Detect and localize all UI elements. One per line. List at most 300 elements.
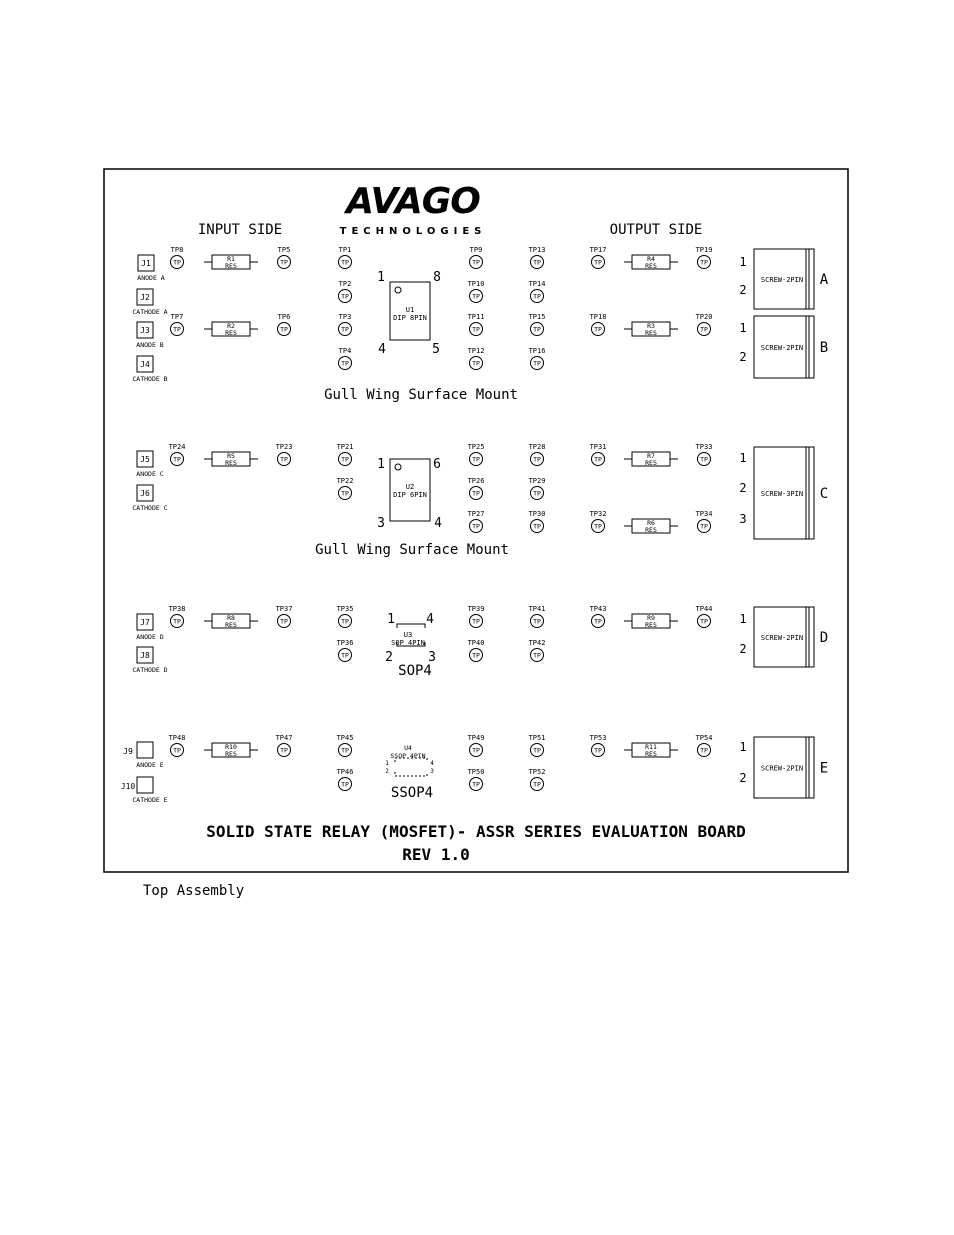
testpoint-mark: TP [700,746,708,755]
testpoint-tp48 [169,734,186,757]
terminal-pin-number: 1 [739,451,747,465]
ic-ref: U3 [403,631,413,639]
testpoint-mark: TP [341,746,349,755]
testpoint-mark: TP [280,258,288,267]
resistor-r1 [204,255,258,270]
ic-pin-number: 4 [378,342,386,357]
testpoint-tp4 [339,347,352,370]
connector-j5 [136,451,163,478]
terminal-label: SCREW-2PIN [760,276,804,284]
testpoint-tp54 [696,734,713,757]
resistor-r8 [204,614,258,629]
testpoint-ref: TP7 [170,313,184,321]
ic-u4 [385,744,434,776]
testpoint-mark: TP [472,617,480,626]
testpoint-tp27 [468,510,485,533]
connector-j1 [137,255,164,282]
testpoint-ref: TP45 [336,734,354,742]
testpoint-mark: TP [280,455,288,464]
terminal-letter: B [819,340,829,356]
testpoint-mark: TP [533,359,541,368]
testpoint-ref: TP8 [170,246,184,254]
testpoint-mark: TP [700,522,708,531]
testpoint-ref: TP29 [528,477,546,485]
testpoint-mark: TP [472,455,480,464]
resistor-ref: R11 [645,743,657,751]
ic-ref: U4 [404,744,412,752]
testpoint-mark: TP [533,651,541,660]
testpoint-mark: TP [341,325,349,334]
resistor-type: RES [645,526,657,534]
section-label-2: Gull Wing Surface Mount [315,542,509,558]
connector-label: CATHODE A [132,308,168,316]
connector-j4 [132,356,167,383]
testpoint-ref: TP27 [467,510,485,518]
connector-label: CATHODE B [132,375,168,383]
testpoint-ref: TP21 [336,443,354,451]
testpoint-ref: TP4 [338,347,352,355]
testpoint-mark: TP [594,455,602,464]
testpoint-tp22 [337,477,354,500]
testpoint-tp2 [339,280,352,303]
testpoint-ref: TP39 [467,605,485,613]
testpoint-tp15 [529,313,546,336]
testpoint-tp12 [468,347,485,370]
testpoint-mark: TP [533,489,541,498]
resistor-r7 [624,452,678,467]
testpoint-ref: TP1 [338,246,352,254]
terminal-pin-number: 1 [739,612,747,626]
testpoint-mark: TP [533,455,541,464]
resistor-type: RES [225,329,237,337]
resistor-r10 [204,743,258,758]
resistor-type: RES [645,750,657,758]
testpoint-tp11 [468,313,485,336]
pin1-marker [395,464,401,470]
testpoint-mark: TP [700,325,708,334]
testpoint-tp20 [696,313,713,336]
testpoint-mark: TP [173,325,181,334]
testpoint-ref: TP31 [589,443,607,451]
testpoint-ref: TP10 [467,280,485,288]
testpoint-mark: TP [173,258,181,267]
testpoint-ref: TP23 [275,443,293,451]
terminal-label: SCREW-3PIN [760,490,804,498]
ic-outline-top [397,624,425,628]
testpoint-mark: TP [341,292,349,301]
resistor-type: RES [225,262,237,270]
connector-j7 [136,614,163,641]
connector-label: CATHODE E [132,796,168,804]
ic-package: SSOP 4PIN [390,752,426,760]
testpoint-mark: TP [472,258,480,267]
connector-j6 [132,485,167,512]
figure-caption: Top Assembly [143,883,245,899]
terminal-letter: E [819,760,829,777]
terminal-letter: A [819,272,829,288]
ic-pin-number: 3 [428,650,436,665]
testpoint-ref: TP38 [168,605,186,613]
resistor-r5 [204,452,258,467]
testpoint-mark: TP [533,292,541,301]
testpoint-mark: TP [700,617,708,626]
terminal-label: SCREW-2PIN [760,764,804,773]
terminal-block-c [739,447,828,539]
testpoint-ref: TP53 [589,734,607,742]
ic-package: SOP 4PIN [391,639,425,647]
testpoint-tp23 [276,443,293,466]
testpoint-ref: TP30 [528,510,546,518]
terminal-block-a [739,249,828,309]
resistor-ref: R4 [647,255,655,263]
terminal-pin-number: 3 [739,512,747,526]
resistor-type: RES [645,329,657,337]
testpoint-ref: TP12 [467,347,485,355]
testpoint-tp9 [470,246,483,269]
testpoint-ref: TP43 [589,605,607,613]
testpoint-mark: TP [533,258,541,267]
ic-pin-number: 3 [430,768,434,775]
section-label-3: SOP4 [398,663,432,679]
connector-j8 [132,647,167,674]
testpoint-ref: TP52 [528,768,546,776]
testpoint-mark: TP [341,258,349,267]
testpoint-tp24 [169,443,186,466]
testpoint-ref: TP36 [336,639,354,647]
testpoint-mark: TP [341,455,349,464]
testpoint-tp49 [468,734,485,757]
testpoint-ref: TP17 [589,246,607,254]
testpoint-mark: TP [533,522,541,531]
testpoint-mark: TP [594,617,602,626]
testpoint-tp6 [278,313,291,336]
resistor-ref: R7 [647,452,655,460]
testpoint-tp26 [468,477,485,500]
testpoint-tp25 [468,443,485,466]
testpoint-ref: TP22 [336,477,354,485]
ic-pin-number: 1 [377,270,385,285]
testpoint-mark: TP [533,325,541,334]
resistor-type: RES [645,459,657,467]
testpoint-mark: TP [280,746,288,755]
ic-ref: U2 [405,483,415,491]
terminal-pin-number: 2 [739,642,747,656]
testpoint-ref: TP47 [275,734,293,742]
testpoint-ref: TP37 [275,605,293,613]
connector-j9 [123,742,164,769]
testpoint-tp5 [278,246,291,269]
testpoint-mark: TP [472,522,480,531]
testpoint-ref: TP24 [168,443,186,451]
terminal-block-e [739,737,828,798]
terminal-block-d [739,607,828,667]
connectors-layer [121,255,168,804]
testpoint-ref: TP25 [467,443,485,451]
testpoint-ref: TP9 [469,246,483,254]
testpoint-tp33 [696,443,713,466]
testpoint-ref: TP11 [467,313,485,321]
testpoint-ref: TP20 [695,313,713,321]
connector-label: CATHODE C [132,504,168,512]
ic-pin-number: 4 [434,516,442,531]
terminals-layer [739,249,828,798]
testpoint-ref: TP26 [467,477,485,485]
testpoint-ref: TP18 [589,313,607,321]
testpoint-tp30 [529,510,546,533]
logo-brand: AVAGO [346,181,480,222]
connector-pad [137,742,153,758]
testpoint-tp38 [169,605,186,628]
terminal-label: SCREW-2PIN [760,344,804,352]
ic-pin-number: 8 [433,270,441,285]
testpoint-mark: TP [594,746,602,755]
testpoint-mark: TP [280,617,288,626]
testpoint-ref: TP50 [467,768,485,776]
testpoint-tp45 [337,734,354,757]
testpoint-tp40 [468,639,485,662]
testpoint-ref: TP44 [695,605,713,613]
output-side-label: OUTPUT SIDE [609,222,703,238]
resistor-r2 [204,322,258,337]
connector-ref: J8 [140,651,150,660]
resistors-layer [204,255,678,758]
resistor-ref: R1 [227,255,235,263]
resistor-ref: R2 [227,322,235,330]
input-side-label: INPUT SIDE [197,222,283,238]
testpoint-ref: TP3 [338,313,352,321]
resistor-type: RES [645,621,657,629]
resistor-ref: R8 [227,614,235,622]
board-revision: REV 1.0 [402,845,470,864]
testpoint-tp39 [468,605,485,628]
connector-ref: J4 [140,360,150,369]
testpoint-tp19 [696,246,713,269]
testpoint-tp10 [468,280,485,303]
resistor-r3 [624,322,678,337]
ic-pin-number: 5 [432,342,440,357]
testpoint-ref: TP49 [467,734,485,742]
testpoint-ref: TP2 [338,280,352,288]
connector-ref: J6 [140,489,150,498]
resistor-ref: R9 [647,614,655,622]
connector-ref: J7 [140,618,150,627]
resistor-type: RES [225,459,237,467]
testpoint-mark: TP [341,780,349,789]
testpoint-mark: TP [341,651,349,660]
pin1-marker [395,287,401,293]
ic-package: DIP 6PIN [393,491,427,499]
testpoint-ref: TP42 [528,639,546,647]
testpoint-ref: TP15 [528,313,546,321]
testpoint-tp37 [276,605,293,628]
ic-pin-number: 6 [433,457,441,472]
terminal-block-b [739,316,828,378]
connector-ref: J9 [123,747,133,756]
testpoint-mark: TP [341,489,349,498]
testpoint-ref: TP35 [336,605,354,613]
testpoint-mark: TP [173,455,181,464]
testpoint-tp34 [696,510,713,533]
testpoint-mark: TP [533,780,541,789]
ic-pin-number: 4 [426,612,434,627]
testpoint-tp31 [590,443,607,466]
testpoint-mark: TP [594,258,602,267]
testpoint-mark: TP [341,359,349,368]
testpoint-tp7 [171,313,184,336]
ic-pin-number: 1 [377,457,385,472]
testpoint-mark: TP [700,455,708,464]
resistor-r4 [624,255,678,270]
connector-j2 [132,289,167,316]
terminal-pin-number: 1 [739,255,747,269]
terminal-pin-number: 2 [739,350,747,364]
connector-label: ANODE D [136,633,164,641]
testpoint-mark: TP [173,617,181,626]
testpoint-ref: TP48 [168,734,186,742]
testpoint-tp46 [337,768,354,791]
ic-outline-bottom [395,772,427,776]
connector-j3 [136,322,163,349]
ic-pin-number: 1 [387,612,395,627]
testpoint-tp41 [529,605,546,628]
resistor-type: RES [225,750,237,758]
testpoint-tp28 [529,443,546,466]
testpoint-ref: TP19 [695,246,713,254]
testpoint-ref: TP5 [277,246,291,254]
testpoint-tp8 [171,246,184,269]
testpoint-tp13 [529,246,546,269]
testpoint-ref: TP16 [528,347,546,355]
testpoint-mark: TP [533,746,541,755]
testpoint-ref: TP34 [695,510,713,518]
terminal-pin-number: 2 [739,771,747,785]
ic-ref: U1 [405,306,415,314]
ic-u1 [377,270,441,357]
testpoint-tp1 [339,246,352,269]
ic-pin-number: 3 [377,516,385,531]
ics-layer [377,270,442,776]
testpoint-mark: TP [472,746,480,755]
testpoint-ref: TP54 [695,734,713,742]
ic-pin-number: 2 [385,768,389,775]
terminal-label: SCREW-2PIN [760,634,804,642]
testpoint-tp53 [590,734,607,757]
testpoint-ref: TP46 [336,768,354,776]
connector-label: ANODE B [136,341,164,349]
testpoint-ref: TP41 [528,605,546,613]
terminal-pin-number: 2 [739,283,747,297]
testpoint-mark: TP [533,617,541,626]
resistor-type: RES [225,621,237,629]
testpoint-mark: TP [472,325,480,334]
testpoint-mark: TP [173,746,181,755]
testpoint-mark: TP [594,522,602,531]
testpoint-mark: TP [594,325,602,334]
section-label-4: SSOP4 [390,785,434,801]
resistor-ref: R3 [647,322,655,330]
resistor-r11 [624,743,678,758]
testpoint-ref: TP33 [695,443,713,451]
ic-u3 [385,612,436,665]
connector-ref: J3 [140,326,150,335]
testpoint-mark: TP [700,258,708,267]
terminal-pin-number: 1 [739,321,747,335]
testpoint-mark: TP [341,617,349,626]
ic-package: DIP 8PIN [393,314,427,322]
terminal-letter: D [819,630,829,646]
resistor-ref: R6 [647,519,655,527]
resistor-ref: R10 [225,743,237,751]
testpoint-tp21 [337,443,354,466]
testpoint-tp42 [529,639,546,662]
connector-pad [137,777,153,793]
testpoint-mark: TP [472,780,480,789]
resistor-r6 [624,519,678,534]
testpoint-tp14 [529,280,546,303]
testpoint-ref: TP32 [589,510,607,518]
testpoint-mark: TP [280,325,288,334]
testpoint-mark: TP [472,292,480,301]
resistor-type: RES [645,262,657,270]
testpoint-tp16 [529,347,546,370]
testpoint-tp18 [590,313,607,336]
testpoint-tp51 [529,734,546,757]
testpoint-tp43 [590,605,607,628]
testpoint-ref: TP13 [528,246,546,254]
terminal-pin-number: 1 [739,740,747,754]
terminal-pin-number: 2 [739,481,747,495]
connector-j10 [121,777,168,804]
testpoint-ref: TP28 [528,443,546,451]
connector-label: ANODE C [136,470,164,478]
testpoint-tp29 [529,477,546,500]
testpoint-tp47 [276,734,293,757]
connector-label: ANODE E [136,761,164,769]
ic-u2 [377,457,442,531]
ic-pin-number: 1 [385,760,389,767]
testpoint-mark: TP [472,489,480,498]
testpoint-tp3 [339,313,352,336]
connector-label: CATHODE D [132,666,168,674]
testpoint-tp32 [590,510,607,533]
resistor-r9 [624,614,678,629]
testpoint-tp17 [590,246,607,269]
resistor-ref: R5 [227,452,235,460]
testpoint-ref: TP14 [528,280,546,288]
connector-ref: J1 [141,259,151,268]
terminal-letter: C [819,486,829,502]
testpoint-ref: TP51 [528,734,546,742]
testpoint-ref: TP40 [467,639,485,647]
board-title: SOLID STATE RELAY (MOSFET)- ASSR SERIES EVALUATION BOARD [206,822,746,841]
testpoint-tp36 [337,639,354,662]
connector-label: ANODE A [137,274,165,282]
testpoint-tp52 [529,768,546,791]
connector-ref: J2 [140,293,150,302]
ic-pin-number: 2 [385,650,393,665]
ic-pin-number: 4 [430,760,434,767]
connector-ref: J5 [140,455,150,464]
testpoint-tp35 [337,605,354,628]
avago-logo [340,181,487,237]
section-label-1: Gull Wing Surface Mount [324,387,518,403]
testpoint-mark: TP [472,359,480,368]
testpoint-mark: TP [472,651,480,660]
testpoint-tp50 [468,768,485,791]
testpoint-ref: TP6 [277,313,291,321]
connector-ref: J10 [120,782,136,791]
logo-subtitle: TECHNOLOGIES [339,226,487,237]
